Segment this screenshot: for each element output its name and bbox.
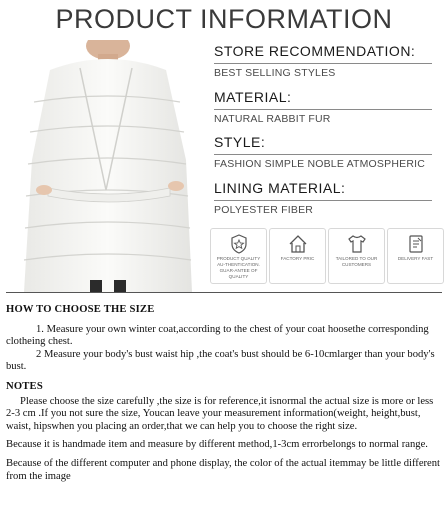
feature-caption: DELIVERY FAST xyxy=(397,256,434,261)
feature-caption: PRODUCT QUALITY AU-THENTICATION. GUAR-ANTEE OF QUALITY xyxy=(216,256,261,279)
product-photo xyxy=(10,40,202,292)
info-label: LINING MATERIAL: xyxy=(214,180,346,196)
feature-caption: FACTORY PRIC xyxy=(280,256,315,261)
info-label: MATERIAL: xyxy=(214,89,292,105)
section-divider xyxy=(6,292,442,293)
info-value: POLYESTER FIBER xyxy=(214,204,314,216)
factory-house-icon xyxy=(287,233,309,255)
feature-badges xyxy=(210,228,444,284)
notes xyxy=(6,381,442,483)
notes-paragraph-2: Because it is handmade item and measure by different method,1-3cm errorbelongs to normal range. xyxy=(6,439,428,451)
info-value: BEST SELLING STYLES xyxy=(214,67,336,79)
feature-quality xyxy=(210,228,267,284)
size-guide-step-1: 1. Measure your own winter coat,according to the chest of your coat hoosethe corresponding clotheing chest. xyxy=(6,323,429,348)
page-title: PRODUCT INFORMATION xyxy=(55,4,393,34)
notes-heading: NOTES xyxy=(6,381,43,392)
divider xyxy=(214,154,432,155)
size-guide-heading: HOW TO CHOOSE THE SIZE xyxy=(6,304,155,315)
size-guide-step-2: 2 Measure your body's bust waist hip ,the coat's bust should be 6-10cmlarger than your body's bust. xyxy=(6,348,435,373)
divider xyxy=(214,63,432,64)
info-value: FASHION SIMPLE NOBLE ATMOSPHERIC xyxy=(214,158,426,170)
feature-delivery xyxy=(387,228,444,284)
info-label: STYLE: xyxy=(214,134,266,150)
feature-factory-price xyxy=(269,228,326,284)
info-style xyxy=(214,133,440,171)
info-label: STORE RECOMMENDATION: xyxy=(214,43,416,59)
quality-badge-icon xyxy=(228,233,250,255)
delivery-doc-icon xyxy=(405,233,427,255)
info-value: NATURAL RABBIT FUR xyxy=(214,113,331,125)
notes-paragraph-3: Because of the different computer and phone display, the color of the actual itemmay be little different from the image xyxy=(6,457,440,482)
size-guide xyxy=(6,304,442,374)
divider xyxy=(214,109,432,110)
tshirt-icon xyxy=(346,233,368,255)
notes-paragraph-1: Please choose the size carefully ,the size is for reference,it isnormal the actual size is more or less 2-3 cm .If you not sure the size, Youcan leave your measurement information(weight, height,bust, waist, hipswhen you placing an order,that we can help you to choose the right size. xyxy=(6,395,434,432)
info-store-recommendation xyxy=(214,42,440,80)
info-material xyxy=(214,88,440,126)
divider xyxy=(214,200,432,201)
feature-tailored xyxy=(328,228,385,284)
feature-caption: TAILORED TO OUR CUSTOMERS xyxy=(335,256,378,267)
info-lining-material xyxy=(214,179,440,217)
